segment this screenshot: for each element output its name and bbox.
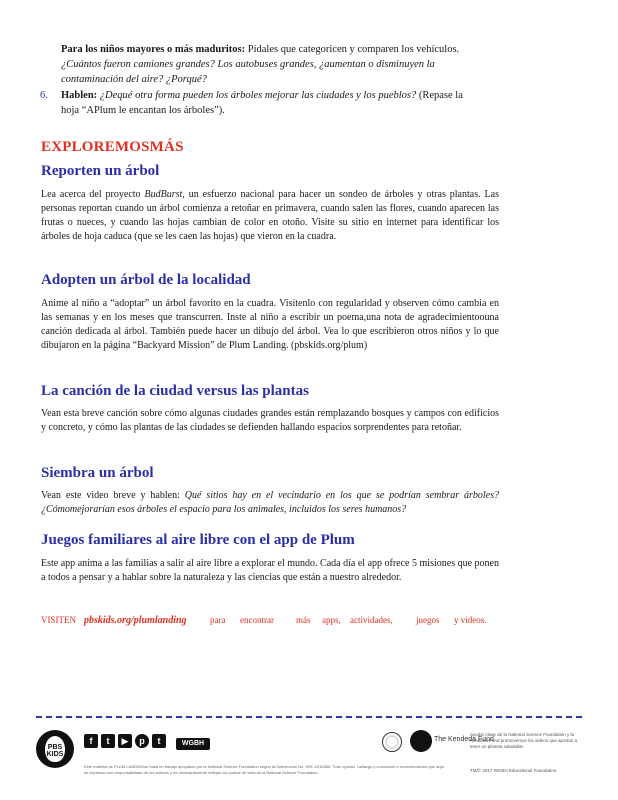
nsf-logo-icon bbox=[382, 732, 402, 752]
item6-text: (Repase la hoja “APlum le encantan los árboles”). bbox=[61, 90, 463, 116]
wgbh-logo: WGBH bbox=[176, 738, 210, 750]
visit-url-link[interactable]: pbskids.org/plumlanding bbox=[84, 615, 187, 626]
visit-word: apps, bbox=[322, 615, 341, 625]
section-emphasis: Qué sitios hay en el vecindario en los que se podrían sembrar árboles? ¿Cómomejorarían esos árboles el espacio para los animales, incluidos los seres humanos? bbox=[41, 490, 499, 515]
youtube-icon[interactable]: ▶ bbox=[118, 734, 132, 748]
section-title-adopt-tree: Adopten un árbol de la localidad bbox=[41, 272, 251, 288]
kendeda-logo-icon bbox=[410, 730, 432, 752]
section-text: Vean este video breve y hablen: bbox=[41, 490, 185, 501]
pbs-logo-text: PBS KIDS bbox=[46, 744, 64, 758]
twitter-icon[interactable]: t bbox=[101, 734, 115, 748]
item6-lead: Hablen: bbox=[61, 90, 98, 101]
visit-word: juegos bbox=[416, 615, 440, 625]
section-body-city-song bbox=[41, 407, 499, 435]
intro-question: ¿Cuántos fueron camiones grandes? Los autobuses grandes, ¿aumentan o disminuyen la contaminación del aire? ¿Porqué? bbox=[61, 59, 435, 85]
footer-divider bbox=[36, 716, 582, 718]
list-item-body bbox=[61, 88, 480, 118]
fund-note: Ayudar clave de la National Science Foundation y la Kendeda Fund promovemos los videos que aportan a tener un planeta saludable. bbox=[470, 732, 578, 749]
item6-question: ¿Dequé otra forma pueden los árboles mejorar las ciudades y los pueblos? bbox=[97, 90, 417, 101]
section-body-adopt-tree bbox=[41, 297, 499, 353]
intro-text: Pidales que categoricen y comparen los vehículos. bbox=[245, 44, 460, 55]
footer bbox=[36, 724, 582, 794]
visit-word: encontrar bbox=[240, 615, 274, 625]
section-body-report-tree bbox=[41, 188, 499, 244]
visit-word: y videos. bbox=[454, 615, 487, 625]
section-body-plant-tree bbox=[41, 489, 499, 517]
section-text: Este app anima a las familias a salir al aire libre a explorar el mundo. Cada día el app ofrece 5 misiones que ponen a todos a pensar y a hablar sobre la naturaleza y las ciencias que están a nuestro alrededor. bbox=[41, 558, 499, 583]
trademark-text: TM/© 2017 WGBH Educational Foundation. bbox=[470, 768, 558, 773]
explore-heading: EXPLOREMOSMÁS bbox=[41, 139, 184, 155]
visit-word: actividades, bbox=[350, 615, 393, 625]
pbs-kids-logo bbox=[36, 730, 74, 768]
section-text: Vean esta breve canción sobre cómo algunas ciudades grandes están remplazando bosques y campos con edificios y concreto, y cómo las plantas de las ciudades se defienden hallando espacios sorprendentes para retoñar. bbox=[41, 408, 499, 433]
section-title-plant-tree: Siembra un árbol bbox=[41, 465, 154, 481]
kendeda-logo-text: The Kendeda Fund bbox=[434, 736, 494, 743]
section-text: Lea acerca del proyecto bbox=[41, 189, 145, 200]
list-item-6 bbox=[40, 88, 480, 118]
visit-line bbox=[41, 615, 491, 626]
section-text: Anime al niño a “adoptar” un árbol favorito en la cuadra. Visítenlo con regularidad y observen cómo cambia en las semanas y en los meses que transcurren. Inste al niño a escribir un poema,una nota de agradecimientoouna canción dedicada al árbol. También puede hacer un dibujo del árbol. Vea lo que escribieron otros niños y lo que dibujaron en la página “Backyard Mission” de Plum Landing. (pbskids.org/plum) bbox=[41, 298, 499, 351]
visit-label: VISITEN bbox=[41, 615, 76, 625]
tumblr-icon[interactable]: t bbox=[152, 734, 166, 748]
intro-paragraph bbox=[61, 42, 481, 87]
section-body-plum-app bbox=[41, 557, 499, 585]
visit-word: más bbox=[296, 615, 311, 625]
section-text: un esfuerzo nacional para hacer un sondeo de árboles y otras plantas. Las personas reportan cuando un árbol comienza a retoñar en primavera, cuando salen las flores, cuando aparecen las frutas o nueces, y cuando las hojas cambian de color en otoño. Visite su sitio en internet para identificar los árboles de hoja caduca (que se les caen las hojas) que vieron en la cuadra. bbox=[41, 189, 499, 242]
pinterest-icon[interactable]: p bbox=[135, 734, 149, 748]
section-emphasis: BudBurst, bbox=[144, 189, 185, 200]
intro-lead: Para los niños mayores o más maduritos: bbox=[61, 44, 246, 55]
social-links bbox=[84, 734, 166, 748]
section-title-report-tree: Reporten un árbol bbox=[41, 163, 160, 179]
section-title-city-song: La canción de la ciudad versus las plantas bbox=[41, 383, 309, 399]
visit-word: para bbox=[210, 615, 226, 625]
list-number: 6. bbox=[40, 90, 48, 101]
section-title-plum-app: Juegos familiares al aire libre con el app de Plum bbox=[41, 532, 355, 548]
facebook-icon[interactable]: f bbox=[84, 734, 98, 748]
legal-text: Este material de PLUM LANDINGse basa en trabajo apoyados por la National Science Foundation según la Subvención No. DRL-1516366. Todo opinión, hallazgo y conclusión o recomendación que aquí se expresan son responsabilidad de los autores y no necesariamente reflejan los puntos de vista de la National Science Foundation. bbox=[84, 764, 444, 775]
